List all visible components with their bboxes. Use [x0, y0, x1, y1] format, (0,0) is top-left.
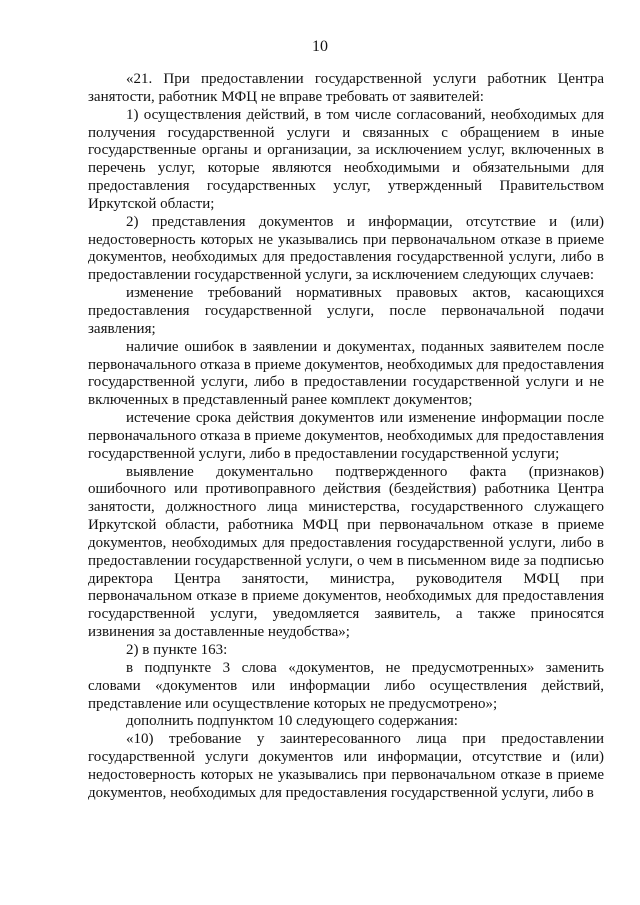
page-number: 10 — [312, 38, 328, 55]
paragraph-point-163: 2) в пункте 163: — [126, 642, 228, 658]
paragraph-subpoint-10-text: «10) требование у заинтересованного лица при предоставлении государственной услуги документов или информации, отсутствие и (или) недостоверность которых не указывались при первоначальном отказе в приеме документов, необходимых для предоставления государственной услуги, либо в — [88, 731, 604, 801]
paragraph-subpoint-3: в подпункте 3 слова «документов, не предусмотренных» заменить словами «документов или информации либо осуществления действий, представление или осуществление которых не предусмотрено»; — [88, 659, 604, 712]
paragraph-item-1: 1) осуществления действий, в том числе согласований, необходимых для получения государственной услуги и связанных с обращением в иные государственные органы и организации, за исключением услуг, включенных в перечень услуг, которые являются необходимыми и обязательными для предоставления государственных услуг, утвержденный Правительством Иркутской области; — [88, 106, 604, 212]
paragraph-21-intro: «21. При предоставлении государственной услуги работник Центра занятости, работник МФЦ не вправе требовать от заявителей: — [88, 71, 604, 105]
paragraph-add-subpoint-10: дополнить подпунктом 10 следующего содержания: — [126, 713, 458, 730]
paragraph-case-misconduct: выявление документально подтвержденного факта (признаков) ошибочного или противоправного действия (бездействия) работника Центра занятости, должностного лица министерства, государственного служащего Иркутской области, работника МФЦ при первоначальном отказе в приеме документов, необходимых для предоставления государственной услуги, либо в предоставлении государственной услуги, о чем в письменном виде за подписью директора Центра занятости, министра, руководителя МФЦ при первоначальном отказе в приеме документов, необходимых для предоставления государственной услуги, уведомляется заявитель, а также приносятся извинения за доставленные неудобства»; — [88, 463, 604, 641]
document-body — [88, 71, 604, 803]
paragraph-case-expiry: истечение срока действия документов или изменение информации после первоначального отказа в приеме документов, необходимых для предоставления государственной услуги, либо в предоставлении государственной услуги; — [88, 410, 604, 462]
paragraph-item-2: 2) представления документов и информации, отсутствие и (или) недостоверность которых не указывались при первоначальном отказе в приеме документов, необходимых для предоставления государственной услуги, либо в предоставлении государственной услуги, за исключением следующих случаев: — [88, 213, 604, 284]
paragraph-case-regulation-change: изменение требований нормативных правовых актов, касающихся предоставления государственной услуги, после первоначальной подачи заявления; — [88, 285, 604, 337]
paragraph-case-errors: наличие ошибок в заявлении и документах, поданных заявителем после первоначального отказа в приеме документов, необходимых для предоставления государственной услуги, либо в предоставлении государственной услуги и не включенных в представленный ранее комплект документов; — [88, 338, 604, 409]
